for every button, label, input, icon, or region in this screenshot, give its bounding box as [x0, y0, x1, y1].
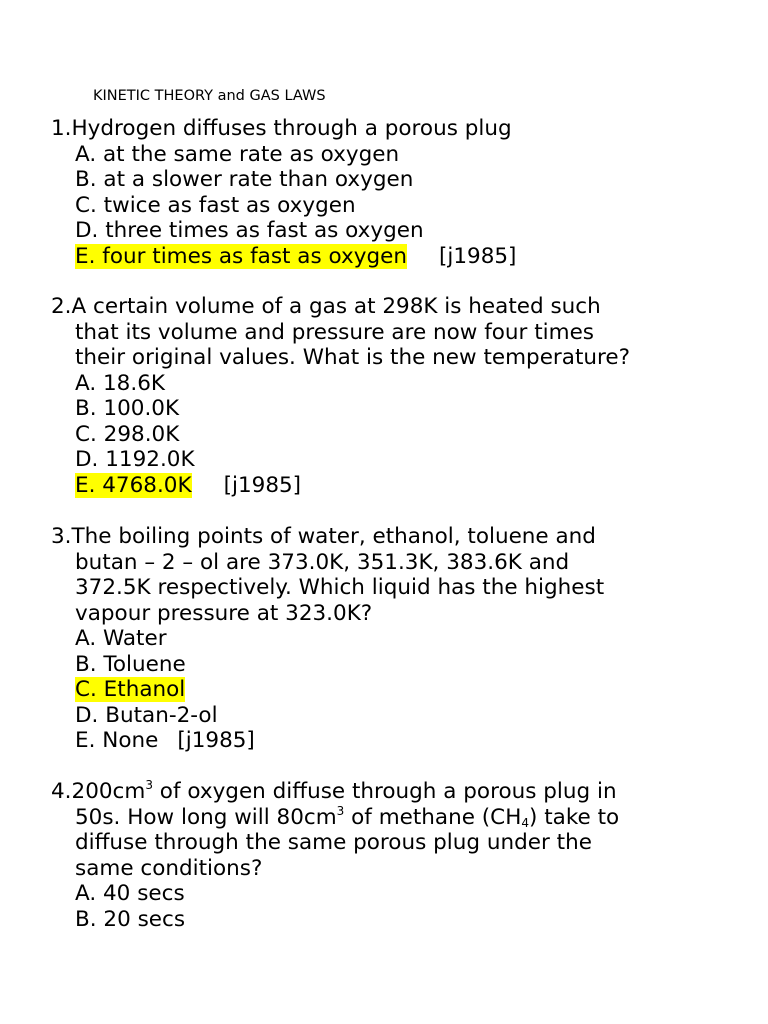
- question-3-stem-line-4: vapour pressure at 323.0K?: [75, 600, 373, 626]
- question-2-stem-line-2: that its volume and pressure are now four times: [75, 319, 595, 345]
- question-3-stem-line-2: butan – 2 – ol are 373.0K, 351.3K, 383.6K and: [75, 549, 570, 575]
- question-1-stem: [51, 116, 512, 142]
- option-e-answer-row: [75, 473, 301, 499]
- question-text-part: 200cm: [71, 779, 146, 804]
- question-4-stem-line-2: [75, 805, 619, 831]
- option-b: B. at a slower rate than oxygen: [75, 167, 414, 192]
- highlighted-answer: E. four times as fast as oxygen: [75, 243, 407, 269]
- superscript: 3: [336, 803, 345, 818]
- source-reference: [j1985]: [223, 472, 302, 498]
- question-4-stem-line-3: diffuse through the same porous plug under the: [75, 830, 592, 855]
- question-text-part: of oxygen diffuse through a porous plug in: [152, 779, 617, 804]
- option-e-answer-row: [75, 244, 516, 270]
- question-number: 3.: [51, 524, 72, 549]
- question-3-stem-line-1: [51, 524, 596, 550]
- question-text-part: 50s. How long will 80cm: [75, 804, 337, 830]
- option-d: D. 1192.0K: [75, 447, 195, 472]
- option-a: A. 40 secs: [75, 881, 185, 906]
- option-e: E. None: [75, 728, 159, 753]
- question-text: Hydrogen diffuses through a porous plug: [71, 116, 512, 141]
- question-number: 1.: [51, 116, 72, 141]
- question-text-part: ) take to: [529, 804, 620, 830]
- option-c-answer-row: [75, 677, 185, 703]
- subscript: 4: [521, 815, 530, 830]
- source-reference: [j1985]: [438, 243, 517, 269]
- option-a: A. Water: [75, 626, 167, 651]
- question-number: 2.: [51, 294, 72, 319]
- question-2-stem-line-3: their original values. What is the new temperature?: [75, 345, 631, 370]
- option-c: C. twice as fast as oxygen: [75, 192, 356, 218]
- option-b: B. 100.0K: [75, 396, 180, 421]
- highlighted-answer: E. 4768.0K: [75, 472, 192, 498]
- question-4-stem-line-4: same conditions?: [75, 855, 263, 881]
- option-d: D. Butan-2-ol: [75, 702, 218, 728]
- superscript: 3: [145, 778, 153, 792]
- highlighted-answer: C. Ethanol: [75, 677, 186, 702]
- option-b: B. 20 secs: [75, 906, 186, 932]
- option-b: B. Toluene: [75, 651, 186, 677]
- question-4-stem-line-1: [51, 779, 617, 805]
- question-text: A certain volume of a gas at 298K is heated such: [71, 294, 601, 319]
- option-a: A. at the same rate as oxygen: [75, 141, 400, 167]
- question-2-stem-line-1: [51, 294, 601, 320]
- option-e-row: [75, 728, 255, 754]
- option-d: D. three times as fast as oxygen: [75, 218, 424, 243]
- question-number: 4.: [51, 779, 72, 804]
- source-reference: [j1985]: [177, 728, 255, 753]
- document-title: KINETIC THEORY and GAS LAWS: [93, 88, 326, 104]
- option-a: A. 18.6K: [75, 370, 165, 396]
- question-3-stem-line-3: 372.5K respectively. Which liquid has the highest: [75, 575, 605, 600]
- option-c: C. 298.0K: [75, 421, 180, 447]
- question-text: The boiling points of water, ethanol, toluene and: [71, 524, 596, 549]
- question-text-part: of methane (CH: [344, 804, 522, 830]
